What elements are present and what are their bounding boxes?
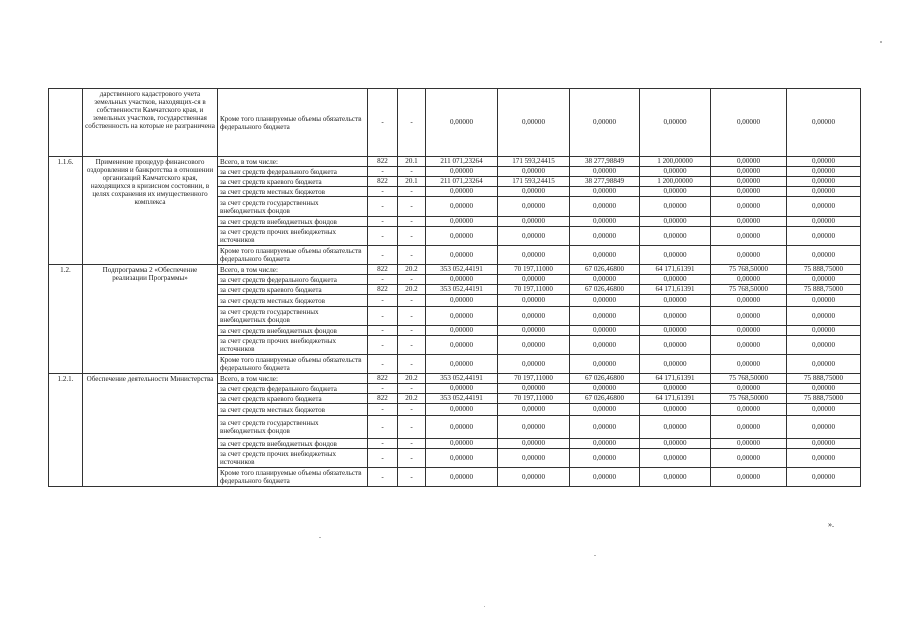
value-year-5: 0,00000	[787, 295, 861, 307]
value-year-2: 0,00000	[570, 404, 640, 416]
value-year-4: 0,00000	[711, 217, 787, 227]
value-year-3: 0,00000	[640, 355, 711, 374]
value-year-2: 38 277,98849	[570, 177, 640, 187]
value-year-4: 0,00000	[711, 187, 787, 197]
value-total: 353 052,44191	[426, 374, 498, 384]
value-year-3: 0,00000	[640, 275, 711, 285]
grbs-code: -	[368, 355, 398, 374]
grbs-code: -	[368, 275, 398, 285]
item-number	[49, 89, 83, 157]
grbs-code: -	[368, 416, 398, 439]
value-year-5: 0,00000	[787, 217, 861, 227]
program-code: 20.1	[398, 177, 426, 187]
grbs-code: -	[368, 468, 398, 487]
value-year-1: 0,00000	[498, 275, 570, 285]
table-row	[49, 89, 861, 157]
value-year-2: 0,00000	[570, 439, 640, 449]
value-year-2: 67 026,46800	[570, 285, 640, 295]
value-year-5: 0,00000	[787, 177, 861, 187]
value-year-5: 0,00000	[787, 89, 861, 157]
funding-source: Кроме того планируемые объемы обязательств федерального бюджета	[218, 246, 368, 265]
value-year-3: 0,00000	[640, 404, 711, 416]
grbs-code: -	[368, 187, 398, 197]
funding-source: за счет средств федерального бюджета	[218, 384, 368, 394]
value-year-2: 0,00000	[570, 275, 640, 285]
value-year-4: 0,00000	[711, 295, 787, 307]
grbs-code: -	[368, 384, 398, 394]
value-year-1: 171 593,24415	[498, 157, 570, 167]
grbs-code: -	[368, 295, 398, 307]
program-code: 20.2	[398, 394, 426, 404]
value-year-5: 0,00000	[787, 416, 861, 439]
grbs-code: 822	[368, 394, 398, 404]
value-year-4: 75 768,50000	[711, 265, 787, 275]
value-year-2: 0,00000	[570, 416, 640, 439]
value-year-5: 0,00000	[787, 167, 861, 177]
value-year-1: 0,00000	[498, 439, 570, 449]
value-year-3: 0,00000	[640, 336, 711, 355]
table-row	[49, 157, 861, 167]
funding-source: за счет средств федерального бюджета	[218, 167, 368, 177]
program-code: -	[398, 439, 426, 449]
value-year-3: 0,00000	[640, 295, 711, 307]
value-year-2: 0,00000	[570, 295, 640, 307]
funding-source: за счет средств государственных внебюджетных фондов	[218, 307, 368, 326]
value-total: 0,00000	[426, 416, 498, 439]
item-number: 1.2.1.	[49, 374, 83, 487]
value-year-4: 0,00000	[711, 89, 787, 157]
program-code: -	[398, 449, 426, 468]
program-code: -	[398, 197, 426, 217]
value-year-3: 0,00000	[640, 449, 711, 468]
value-total: 0,00000	[426, 326, 498, 336]
value-year-2: 0,00000	[570, 326, 640, 336]
grbs-code: -	[368, 307, 398, 326]
program-code: -	[398, 275, 426, 285]
value-year-3: 1 200,00000	[640, 177, 711, 187]
value-year-1: 70 197,11000	[498, 265, 570, 275]
value-year-2: 0,00000	[570, 246, 640, 265]
scan-speck	[484, 606, 485, 607]
program-code: 20.2	[398, 374, 426, 384]
program-code: 20.2	[398, 265, 426, 275]
value-year-5: 0,00000	[787, 275, 861, 285]
funding-source: за счет средств местных бюджетов	[218, 295, 368, 307]
value-year-1: 0,00000	[498, 227, 570, 246]
value-year-3: 0,00000	[640, 416, 711, 439]
value-year-3: 64 171,61391	[640, 265, 711, 275]
funding-source: Всего, в том числе:	[218, 157, 368, 167]
value-year-1: 0,00000	[498, 355, 570, 374]
funding-source: Всего, в том числе:	[218, 265, 368, 275]
value-year-4: 0,00000	[711, 449, 787, 468]
program-code: -	[398, 355, 426, 374]
funding-source: Кроме того планируемые объемы обязательств федерального бюджета	[218, 355, 368, 374]
grbs-code: -	[368, 167, 398, 177]
value-year-5: 0,00000	[787, 187, 861, 197]
value-year-2: 67 026,46800	[570, 394, 640, 404]
value-year-2: 0,00000	[570, 217, 640, 227]
funding-source: за счет средств внебюджетных фондов	[218, 439, 368, 449]
value-year-2: 0,00000	[570, 89, 640, 157]
program-code: -	[398, 217, 426, 227]
value-year-4: 0,00000	[711, 326, 787, 336]
value-year-4: 0,00000	[711, 468, 787, 487]
value-year-4: 0,00000	[711, 416, 787, 439]
value-total: 0,00000	[426, 307, 498, 326]
program-code: -	[398, 384, 426, 394]
value-year-2: 0,00000	[570, 167, 640, 177]
program-code: -	[398, 416, 426, 439]
value-year-3: 0,00000	[640, 187, 711, 197]
funding-source: за счет средств внебюджетных фондов	[218, 217, 368, 227]
value-year-5: 0,00000	[787, 404, 861, 416]
value-year-2: 0,00000	[570, 449, 640, 468]
value-year-1: 0,00000	[498, 89, 570, 157]
value-total: 0,00000	[426, 167, 498, 177]
value-year-5: 0,00000	[787, 197, 861, 217]
grbs-code: -	[368, 227, 398, 246]
value-year-4: 0,00000	[711, 246, 787, 265]
program-code: -	[398, 227, 426, 246]
funding-source: за счет средств краевого бюджета	[218, 285, 368, 295]
value-year-2: 0,00000	[570, 197, 640, 217]
value-total: 0,00000	[426, 336, 498, 355]
value-year-1: 0,00000	[498, 295, 570, 307]
value-year-4: 0,00000	[711, 307, 787, 326]
value-total: 211 071,23264	[426, 157, 498, 167]
value-total: 0,00000	[426, 439, 498, 449]
value-year-1: 0,00000	[498, 336, 570, 355]
grbs-code: -	[368, 326, 398, 336]
value-year-1: 0,00000	[498, 167, 570, 177]
value-year-3: 0,00000	[640, 384, 711, 394]
table-body	[49, 89, 861, 487]
value-year-4: 0,00000	[711, 157, 787, 167]
funding-source: Кроме того планируемые объемы обязательств федерального бюджета	[218, 468, 368, 487]
value-year-5: 75 888,75000	[787, 265, 861, 275]
budget-allocation-table	[48, 88, 861, 487]
program-code: -	[398, 89, 426, 157]
funding-source: Всего, в том числе:	[218, 374, 368, 384]
value-year-4: 0,00000	[711, 336, 787, 355]
value-year-1: 70 197,11000	[498, 394, 570, 404]
value-total: 353 052,44191	[426, 265, 498, 275]
program-code: -	[398, 246, 426, 265]
value-year-2: 0,00000	[570, 336, 640, 355]
program-code: -	[398, 295, 426, 307]
funding-source: за счет средств прочих внебюджетных источников	[218, 227, 368, 246]
value-year-3: 0,00000	[640, 307, 711, 326]
value-year-3: 0,00000	[640, 197, 711, 217]
value-year-2: 0,00000	[570, 355, 640, 374]
funding-source: за счет средств краевого бюджета	[218, 177, 368, 187]
value-year-1: 171 593,24415	[498, 177, 570, 187]
value-year-1: 0,00000	[498, 326, 570, 336]
value-year-1: 0,00000	[498, 217, 570, 227]
value-total: 0,00000	[426, 355, 498, 374]
value-total: 0,00000	[426, 449, 498, 468]
item-number: 1.1.6.	[49, 157, 83, 265]
value-year-5: 0,00000	[787, 449, 861, 468]
value-total: 0,00000	[426, 404, 498, 416]
value-year-2: 0,00000	[570, 187, 640, 197]
value-year-3: 0,00000	[640, 227, 711, 246]
program-code: -	[398, 468, 426, 487]
grbs-code: -	[368, 439, 398, 449]
scan-speck	[880, 41, 882, 43]
value-year-2: 0,00000	[570, 227, 640, 246]
value-year-2: 38 277,98849	[570, 157, 640, 167]
value-year-5: 0,00000	[787, 227, 861, 246]
value-year-4: 75 768,50000	[711, 285, 787, 295]
program-code: 20.2	[398, 285, 426, 295]
value-year-2: 0,00000	[570, 307, 640, 326]
program-code: -	[398, 336, 426, 355]
funding-source: Кроме того планируемые объемы обязательств федерального бюджета	[218, 89, 368, 157]
grbs-code: -	[368, 217, 398, 227]
value-year-1: 0,00000	[498, 307, 570, 326]
value-year-4: 75 768,50000	[711, 394, 787, 404]
value-year-5: 0,00000	[787, 246, 861, 265]
item-name: Применение процедур финансового оздоровления и банкротства в отношении организаций Камчатского края, находящихся в кризисном состоянии, в целях сохранения их имущественного комплекса	[83, 157, 218, 265]
value-year-3: 64 171,61391	[640, 374, 711, 384]
program-code: -	[398, 404, 426, 416]
grbs-code: -	[368, 197, 398, 217]
value-year-2: 67 026,46800	[570, 374, 640, 384]
value-year-5: 0,00000	[787, 468, 861, 487]
value-total: 353 052,44191	[426, 394, 498, 404]
value-total: 211 071,23264	[426, 177, 498, 187]
value-year-4: 0,00000	[711, 275, 787, 285]
table-row	[49, 265, 861, 275]
value-year-3: 0,00000	[640, 217, 711, 227]
item-name: дарственного кадастрового учета земельных участков, находящих-ся в собственности Камчатского края, и земельных участков, государственная собственность на которые не разграничена	[83, 89, 218, 157]
grbs-code: -	[368, 246, 398, 265]
value-year-1: 70 197,11000	[498, 285, 570, 295]
program-code: -	[398, 307, 426, 326]
value-year-5: 0,00000	[787, 326, 861, 336]
value-year-5: 0,00000	[787, 336, 861, 355]
value-year-3: 0,00000	[640, 167, 711, 177]
table-row	[49, 374, 861, 384]
value-year-1: 0,00000	[498, 468, 570, 487]
value-total: 0,00000	[426, 197, 498, 217]
program-code: -	[398, 187, 426, 197]
value-year-4: 0,00000	[711, 384, 787, 394]
grbs-code: 822	[368, 177, 398, 187]
value-year-5: 75 888,75000	[787, 394, 861, 404]
value-year-2: 0,00000	[570, 468, 640, 487]
value-year-1: 0,00000	[498, 416, 570, 439]
grbs-code: -	[368, 336, 398, 355]
value-year-1: 0,00000	[498, 197, 570, 217]
value-year-3: 0,00000	[640, 468, 711, 487]
value-year-3: 1 200,00000	[640, 157, 711, 167]
value-total: 0,00000	[426, 217, 498, 227]
value-year-4: 0,00000	[711, 167, 787, 177]
value-year-5: 0,00000	[787, 439, 861, 449]
value-year-5: 0,00000	[787, 355, 861, 374]
value-year-3: 0,00000	[640, 439, 711, 449]
value-year-5: 0,00000	[787, 157, 861, 167]
value-year-4: 0,00000	[711, 197, 787, 217]
closing-quote-mark: ».	[828, 520, 834, 529]
value-year-2: 67 026,46800	[570, 265, 640, 275]
value-year-4: 0,00000	[711, 177, 787, 187]
value-year-1: 0,00000	[498, 246, 570, 265]
value-year-3: 64 171,61391	[640, 285, 711, 295]
grbs-code: -	[368, 449, 398, 468]
funding-source: за счет средств внебюджетных фондов	[218, 326, 368, 336]
value-total: 353 052,44191	[426, 285, 498, 295]
grbs-code: 822	[368, 374, 398, 384]
funding-source: за счет средств государственных внебюджетных фондов	[218, 416, 368, 439]
value-year-3: 64 171,61391	[640, 394, 711, 404]
item-number: 1.2.	[49, 265, 83, 374]
funding-source: за счет средств федерального бюджета	[218, 275, 368, 285]
value-year-4: 75 768,50000	[711, 374, 787, 384]
value-year-2: 0,00000	[570, 384, 640, 394]
value-year-1: 70 197,11000	[498, 374, 570, 384]
value-year-5: 75 888,75000	[787, 285, 861, 295]
program-code: -	[398, 167, 426, 177]
value-year-5: 0,00000	[787, 384, 861, 394]
program-code: 20.1	[398, 157, 426, 167]
grbs-code: -	[368, 89, 398, 157]
funding-source: за счет средств государственных внебюджетных фондов	[218, 197, 368, 217]
value-total: 0,00000	[426, 468, 498, 487]
item-name: Обеспечение деятельности Министерства	[83, 374, 218, 487]
value-year-3: 0,00000	[640, 246, 711, 265]
value-total: 0,00000	[426, 89, 498, 157]
value-total: 0,00000	[426, 246, 498, 265]
funding-source: за счет средств местных бюджетов	[218, 187, 368, 197]
value-total: 0,00000	[426, 275, 498, 285]
value-year-3: 0,00000	[640, 326, 711, 336]
value-year-3: 0,00000	[640, 89, 711, 157]
value-year-4: 0,00000	[711, 439, 787, 449]
grbs-code: 822	[368, 157, 398, 167]
value-total: 0,00000	[426, 187, 498, 197]
value-year-4: 0,00000	[711, 355, 787, 374]
funding-source: за счет средств местных бюджетов	[218, 404, 368, 416]
item-name: Подпрограмма 2 «Обеспечение реализации Программы»	[83, 265, 218, 374]
value-year-4: 0,00000	[711, 404, 787, 416]
value-year-1: 0,00000	[498, 449, 570, 468]
value-year-5: 75 888,75000	[787, 374, 861, 384]
grbs-code: -	[368, 404, 398, 416]
value-total: 0,00000	[426, 295, 498, 307]
value-year-1: 0,00000	[498, 384, 570, 394]
funding-source: за счет средств прочих внебюджетных источников	[218, 449, 368, 468]
grbs-code: 822	[368, 285, 398, 295]
program-code: -	[398, 326, 426, 336]
value-year-1: 0,00000	[498, 404, 570, 416]
grbs-code: 822	[368, 265, 398, 275]
value-total: 0,00000	[426, 384, 498, 394]
scan-speck	[594, 555, 596, 556]
value-year-5: 0,00000	[787, 307, 861, 326]
value-year-1: 0,00000	[498, 187, 570, 197]
value-year-4: 0,00000	[711, 227, 787, 246]
funding-source: за счет средств краевого бюджета	[218, 394, 368, 404]
scan-speck	[319, 537, 321, 538]
funding-source: за счет средств прочих внебюджетных источников	[218, 336, 368, 355]
value-total: 0,00000	[426, 227, 498, 246]
